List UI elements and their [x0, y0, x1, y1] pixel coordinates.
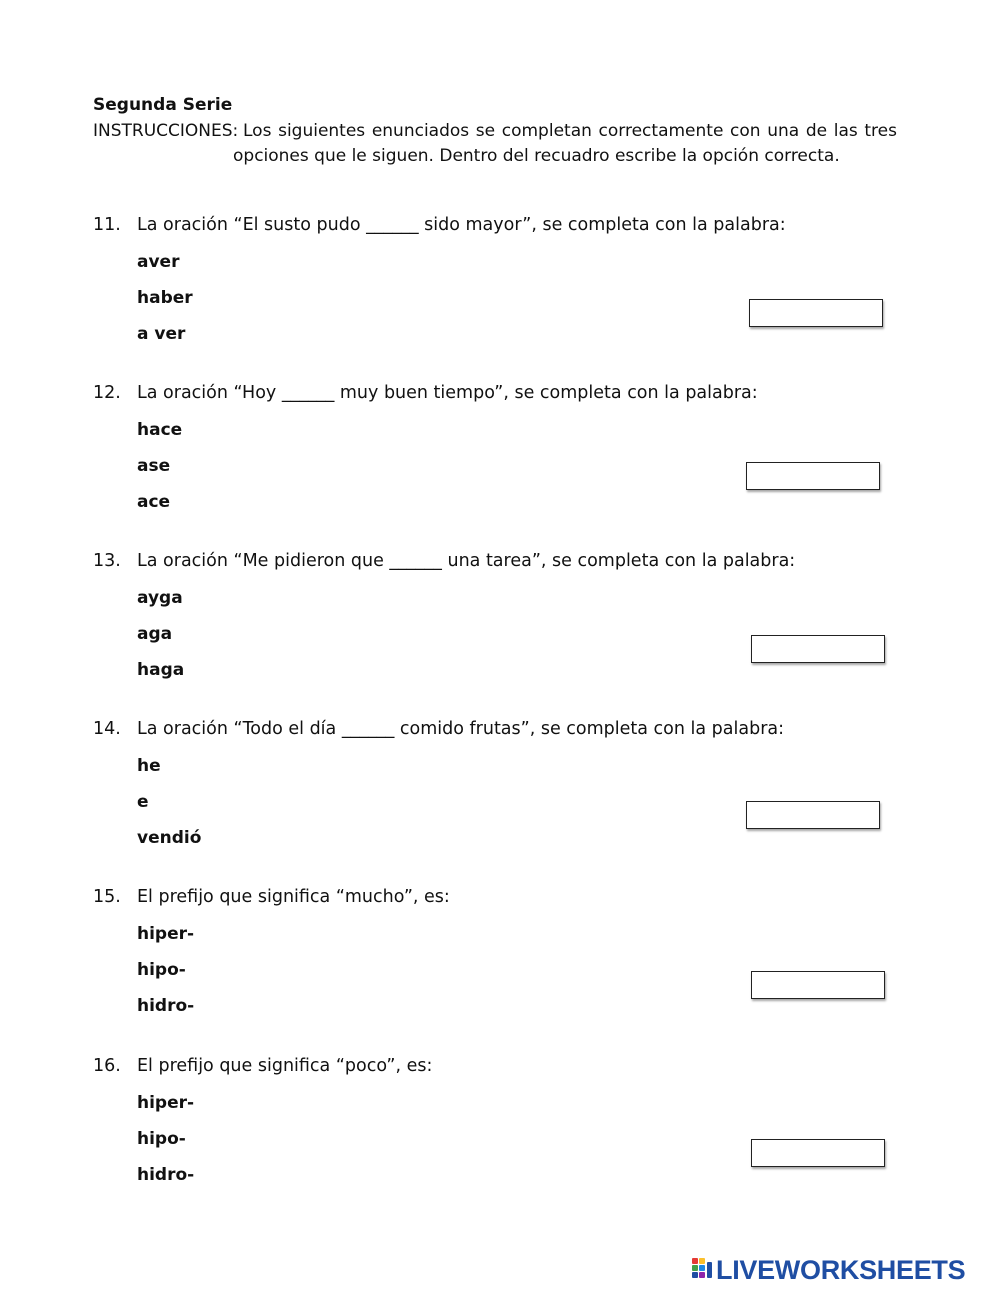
section-title: Segunda Serie	[93, 95, 233, 115]
answer-input-16[interactable]	[751, 1139, 885, 1167]
option-1: hace	[137, 420, 183, 440]
option-3: haga	[137, 660, 185, 680]
option-2: hipo-	[137, 960, 186, 980]
answer-input-15[interactable]	[751, 971, 885, 999]
option-1: he	[137, 756, 161, 776]
answer-input-11[interactable]	[749, 299, 883, 327]
option-3: a ver	[137, 324, 186, 344]
question-text: El prefijo que significa “mucho”, es:	[137, 887, 450, 907]
question-number: 16.	[93, 1056, 121, 1076]
answer-input-12[interactable]	[746, 462, 880, 490]
option-2: aga	[137, 624, 173, 644]
question-text: La oración “El susto pudo ______ sido mayor”, se completa con la palabra:	[137, 215, 786, 235]
option-3: vendió	[137, 828, 202, 848]
question-number: 13.	[93, 551, 121, 571]
question-number: 14.	[93, 719, 121, 739]
question-number: 11.	[93, 215, 121, 235]
option-1: aver	[137, 252, 180, 272]
question-text: La oración “Hoy ______ muy buen tiempo”, se completa con la palabra:	[137, 383, 758, 403]
question-text: El prefijo que significa “poco”, es:	[137, 1056, 433, 1076]
liveworksheets-logo	[692, 1254, 965, 1286]
instructions-text: Los siguientes enunciados se completan correctamente con una de las tres opciones que le siguen. Dentro del recuadro escribe la opción correcta.	[233, 121, 897, 166]
option-1: hiper-	[137, 924, 195, 944]
question-number: 12.	[93, 383, 121, 403]
option-1: hiper-	[137, 1093, 195, 1113]
question-text: La oración “Todo el día ______ comido frutas”, se completa con la palabra:	[137, 719, 785, 739]
option-2: haber	[137, 288, 193, 308]
option-1: ayga	[137, 588, 183, 608]
option-3: ace	[137, 492, 171, 512]
answer-input-14[interactable]	[746, 801, 880, 829]
question-number: 15.	[93, 887, 121, 907]
instructions-label: INSTRUCCIONES:	[93, 121, 239, 141]
question-text: La oración “Me pidieron que ______ una tarea”, se completa con la palabra:	[137, 551, 796, 571]
liveworksheets-logo-text: LIVEWORKSHEETS	[716, 1254, 966, 1285]
option-2: e	[137, 792, 149, 812]
liveworksheets-logo-icon	[692, 1258, 714, 1282]
option-3: hidro-	[137, 996, 195, 1016]
option-2: ase	[137, 456, 171, 476]
option-3: hidro-	[137, 1165, 195, 1185]
option-2: hipo-	[137, 1129, 186, 1149]
answer-input-13[interactable]	[751, 635, 885, 663]
